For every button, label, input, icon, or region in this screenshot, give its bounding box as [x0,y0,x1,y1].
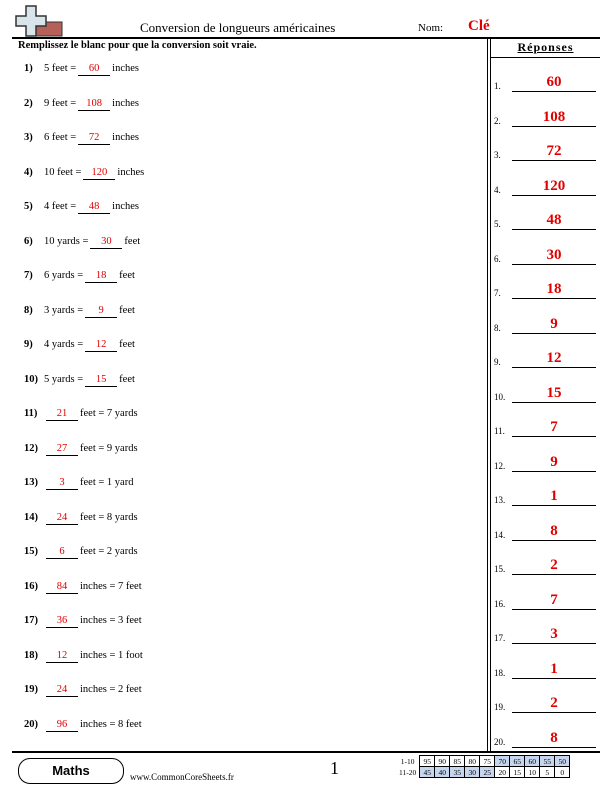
website-link[interactable]: www.CommonCoreSheets.fr [130,772,234,782]
problem-suffix: inches [117,166,145,178]
score-cell: 10 [525,767,540,778]
problem-suffix: feet [119,270,135,281]
answer-blank[interactable]: 30 [90,235,122,249]
column-divider [490,37,491,751]
answer-key-row [494,245,598,265]
answer-blank[interactable]: 6 [46,545,78,559]
problem-row [24,545,138,561]
score-cell: 65 [510,756,525,767]
answer-key-number: 15. [494,564,506,574]
problem-row [24,580,142,596]
plus-ruler-logo-icon [14,4,64,38]
problem-suffix: inches [112,97,139,109]
problem-suffix: feet = 1 yard [80,477,134,488]
score-cell: 55 [540,756,555,767]
answer-key-value: 72 [512,142,596,161]
problem-row [24,373,135,389]
problem-row [24,269,135,285]
worksheet-title: Conversion de longueurs américaines [140,20,336,35]
problem-prefix: 5 yards = [44,373,84,385]
problem-row [24,304,135,320]
answer-key-value: 9 [512,315,596,334]
problem-row [24,649,143,665]
score-cell: 80 [465,756,480,767]
score-row [397,767,570,778]
problem-suffix: inches [112,201,139,212]
problem-row [24,511,138,527]
problem-row [24,200,139,216]
problem-row [24,235,140,251]
problem-number: 19) [24,684,38,695]
answer-blank[interactable]: 9 [85,304,117,318]
answer-key-number: 9. [494,357,501,367]
answer-key-row [494,521,598,541]
score-cell: 60 [525,756,540,767]
problem-number: 15) [24,546,38,557]
answers-title: Réponses [517,40,574,54]
answer-key-row [494,176,598,196]
problem-number: 10) [24,373,38,385]
answer-key-number: 6. [494,253,501,264]
answer-blank[interactable]: 15 [85,373,117,387]
answer-key-number: 7. [494,288,501,298]
footer-divider [12,751,600,753]
problem-row [24,614,142,630]
answer-key-row [494,383,598,403]
score-cell: 5 [540,767,555,778]
answer-key-row [494,417,598,437]
problem-row [24,62,139,78]
problem-row [24,97,139,113]
answer-key-number: 17. [494,633,506,643]
answer-blank[interactable]: 18 [85,269,117,283]
answer-key-number: 2. [494,115,501,126]
problem-suffix: inches [112,63,139,74]
problem-suffix: inches = 3 feet [80,615,142,626]
answer-key-number: 1. [494,81,501,91]
answer-blank[interactable]: 120 [83,166,115,180]
answer-key-value: 7 [512,591,596,610]
answer-blank[interactable]: 72 [78,131,110,145]
header-divider [12,37,600,39]
answer-key-value: 1 [512,487,596,506]
problem-number: 4) [24,166,33,178]
problem-number: 1) [24,63,33,74]
problem-suffix: feet = 7 yards [80,408,138,419]
problem-row [24,166,144,182]
name-value: Clé [468,18,490,34]
problem-row [24,718,142,734]
answer-key-value: 60 [512,73,596,92]
problem-prefix: 9 feet = [44,97,77,109]
answers-divider [491,57,600,58]
instructions: Remplissez le blanc pour que la conversion soit vraie. [18,40,257,51]
answer-key-number: 13. [494,495,506,505]
answer-key-value: 8 [512,522,596,541]
problem-number: 8) [24,304,33,316]
answer-key-row [494,348,598,368]
answer-blank[interactable]: 24 [46,683,78,697]
answer-key-row [494,72,598,92]
score-cell: 35 [450,767,465,778]
problem-suffix: feet = 2 yards [80,546,138,557]
answer-key-value: 48 [512,211,596,230]
problem-number: 5) [24,201,33,212]
answer-key-row [494,141,598,161]
answer-key-number: 18. [494,667,506,678]
problem-number: 6) [24,235,33,247]
problem-number: 12) [24,442,38,454]
problem-number: 17) [24,615,38,626]
score-cell: 90 [435,756,450,767]
problem-row [24,683,142,699]
answer-key-row [494,693,598,713]
answer-key-value: 2 [512,556,596,575]
problem-suffix: feet = 8 yards [80,511,138,523]
problem-prefix: 4 feet = [44,201,77,212]
answer-key-row [494,659,598,679]
score-cell: 85 [450,756,465,767]
answer-blank[interactable]: 48 [78,200,110,214]
score-row-label: 11-20 [399,767,417,777]
score-cell: 15 [510,767,525,778]
subject-badge: Maths [18,758,124,784]
problem-suffix: inches = 1 foot [80,649,143,661]
answer-key-row [494,555,598,575]
problem-number: 20) [24,718,38,730]
problem-suffix: feet [119,373,135,385]
problem-row [24,442,138,458]
answer-key-value: 18 [512,280,596,299]
answer-key-value: 9 [512,453,596,472]
answer-key-row [494,728,598,748]
answer-key-number: 16. [494,598,506,609]
problem-number: 14) [24,511,38,523]
answer-blank[interactable]: 12 [85,338,117,352]
answer-key-value: 2 [512,694,596,713]
answer-blank[interactable]: 12 [46,649,78,663]
problem-suffix: feet [119,339,135,350]
problem-number: 16) [24,580,38,592]
problem-prefix: 4 yards = [44,339,84,350]
score-cell: 45 [420,767,435,778]
problem-prefix: 6 feet = [44,132,77,143]
problem-row [24,338,135,354]
answer-key-number: 19. [494,702,506,712]
score-cell: 20 [495,767,510,778]
score-cell: 95 [420,756,435,767]
score-cell: 40 [435,767,450,778]
problem-number: 2) [24,97,33,109]
answer-blank[interactable]: 60 [78,62,110,76]
problem-prefix: 5 feet = [44,63,77,74]
score-cell: 70 [495,756,510,767]
answer-key-number: 12. [494,460,506,471]
score-cell: 30 [465,767,480,778]
problem-number: 7) [24,270,33,281]
answer-blank[interactable]: 27 [46,442,78,456]
answer-key-value: 7 [512,418,596,437]
answer-key-number: 3. [494,150,501,160]
problem-prefix: 10 feet = [44,166,82,178]
problem-suffix: feet [124,235,141,247]
score-row [397,756,570,767]
answer-key-row [494,624,598,644]
answer-key-number: 4. [494,184,501,195]
score-cell: 25 [480,767,495,778]
answer-key-row [494,486,598,506]
answer-blank[interactable]: 21 [46,407,78,421]
problem-suffix: inches = 8 feet [80,718,142,730]
answer-key-row [494,279,598,299]
answer-key-value: 15 [512,384,596,403]
name-label: Nom: [418,22,444,34]
answer-blank[interactable]: 3 [46,476,78,490]
problem-suffix: feet [119,304,135,316]
answer-key-number: 14. [494,529,506,540]
answer-key-value: 108 [512,108,596,127]
answer-key-row [494,107,598,127]
answer-key-value: 8 [512,729,596,748]
problem-number: 11) [24,408,38,419]
score-cell: 50 [555,756,570,767]
answer-blank[interactable]: 36 [46,614,78,628]
answer-key-value: 12 [512,349,596,368]
answer-key-value: 1 [512,660,596,679]
problem-row [24,131,139,147]
answer-key-value: 30 [512,246,596,265]
answer-key-row [494,314,598,334]
answer-key-row [494,590,598,610]
answer-key-value: 3 [512,625,596,644]
problem-row [24,407,138,423]
score-table [397,755,570,778]
score-cell: 75 [480,756,495,767]
problem-number: 9) [24,339,33,350]
answer-blank[interactable]: 108 [78,97,110,111]
problem-number: 18) [24,649,38,661]
answer-key-number: 8. [494,322,501,333]
answer-key-number: 10. [494,391,506,402]
problem-prefix: 3 yards = [44,304,84,316]
answer-key-number: 5. [494,219,501,229]
problem-number: 13) [24,477,38,488]
answer-blank[interactable]: 24 [46,511,78,525]
score-cell: 0 [555,767,570,778]
problem-prefix: 6 yards = [44,270,84,281]
problem-suffix: feet = 9 yards [80,442,138,454]
problem-prefix: 10 yards = [44,235,89,247]
answer-blank[interactable]: 96 [46,718,78,732]
problem-suffix: inches = 2 feet [80,684,142,695]
problem-number: 3) [24,132,33,143]
answer-blank[interactable]: 84 [46,580,78,594]
answer-key-number: 20. [494,736,506,747]
answer-key-value: 120 [512,177,596,196]
problem-suffix: inches [112,132,139,143]
problem-suffix: inches = 7 feet [80,580,142,592]
answer-key-row [494,452,598,472]
page-number: 1 [330,758,339,778]
problem-row [24,476,133,492]
score-row-label: 1-10 [400,756,415,766]
column-divider [487,37,488,751]
answer-key-number: 11. [494,426,505,436]
answer-key-row [494,210,598,230]
